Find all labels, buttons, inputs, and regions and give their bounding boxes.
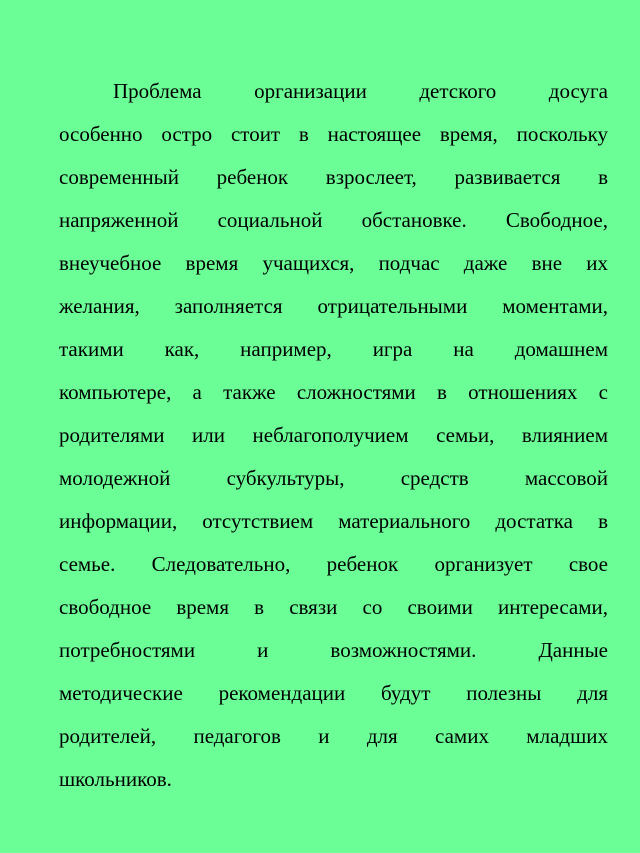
paragraph-line: потребностями и возможностями. Данные <box>59 638 608 662</box>
paragraph-line: семье. Следовательно, ребенок организует свое <box>59 552 608 576</box>
paragraph-line: желания, заполняется отрицательными моментами, <box>59 294 608 318</box>
paragraph-line: напряженной социальной обстановке. Свободное, <box>59 208 608 232</box>
paragraph-line: родителями или неблагополучием семьи, влиянием <box>59 423 608 447</box>
paragraph-line: внеучебное время учащихся, подчас даже вне их <box>59 251 608 275</box>
paragraph-line: родителей, педагогов и для самих младших <box>59 724 608 748</box>
paragraph-line: информации, отсутствием материального достатка в <box>59 509 608 533</box>
paragraph-line: молодежной субкультуры, средств массовой <box>59 466 608 490</box>
paragraph-line: современный ребенок взрослеет, развивается в <box>59 165 608 189</box>
paragraph-line: особенно остро стоит в настоящее время, поскольку <box>59 122 608 146</box>
paragraph-line: компьютере, а также сложностями в отношениях с <box>59 380 608 404</box>
paragraph-line: свободное время в связи со своими интересами, <box>59 595 608 619</box>
paragraph-line: методические рекомендации будут полезны для <box>59 681 608 705</box>
paragraph-line: такими как, например, игра на домашнем <box>59 337 608 361</box>
paragraph-line-last: школьников. <box>59 767 172 791</box>
body-paragraph <box>59 70 608 801</box>
paragraph-line: Проблема организации детского досуга <box>113 79 608 103</box>
